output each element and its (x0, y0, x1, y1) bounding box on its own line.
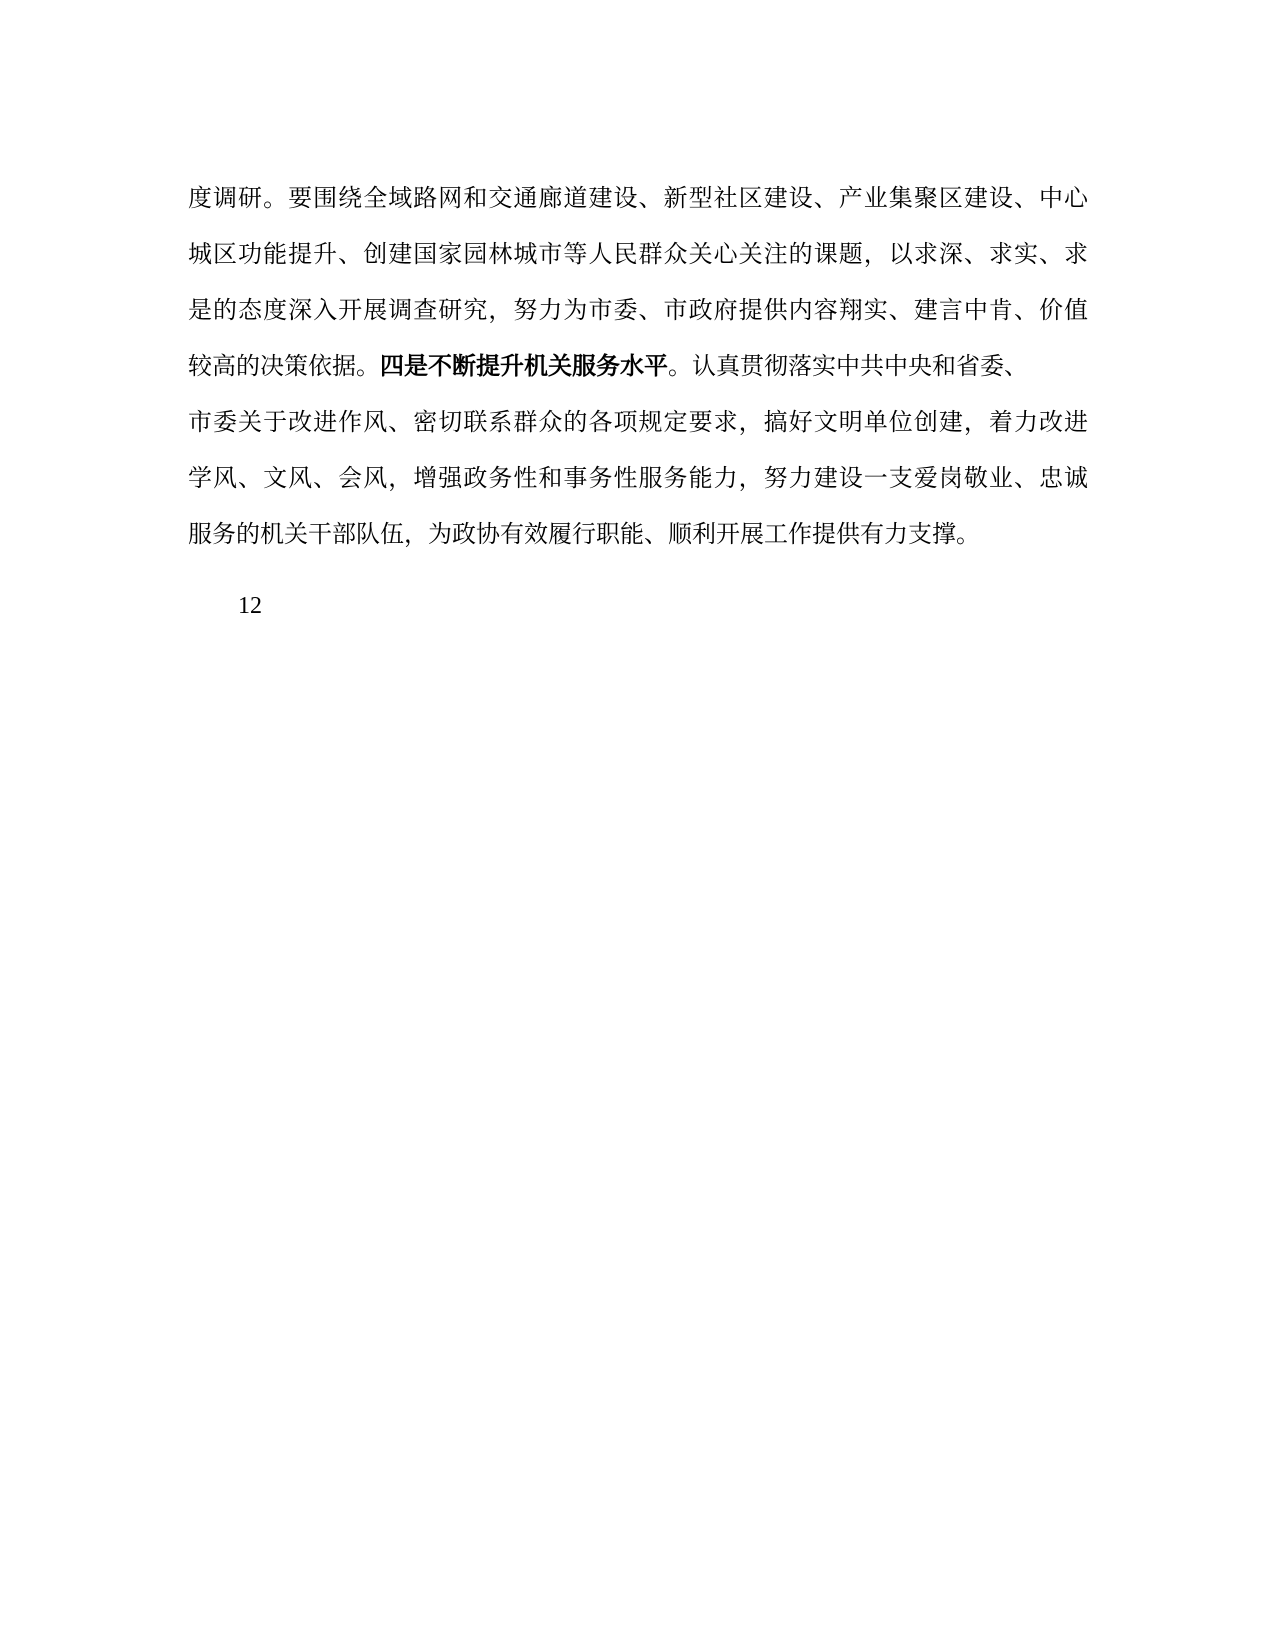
text-line-2: 城区功能提升、创建国家园林城市等人民群众关心关注的课题，以求深、求实、求 (188, 240, 1088, 268)
text-line-1: 度调研。要围绕全域路网和交通廊道建设、新型社区建设、产业集聚区建设、中心 (188, 184, 1088, 212)
text-line-6: 学风、文风、会风，增强政务性和事务性服务能力，努力建设一支爱岗敬业、忠诚 (188, 464, 1088, 492)
bold-heading-phrase: 四是不断提升机关服务水平 (380, 352, 668, 380)
text-line-3: 是的态度深入开展调查研究，努力为市委、市政府提供内容翔实、建言中肯、价值 (188, 296, 1088, 324)
body-paragraph (188, 170, 1088, 562)
text-line-4 (188, 338, 1088, 394)
text-line-7: 服务的机关干部队伍，为政协有效履行职能、顺利开展工作提供有力支撑。 (188, 520, 980, 548)
text-line-5: 市委关于改进作风、密切联系群众的各项规定要求，搞好文明单位创建，着力改进 (188, 408, 1088, 436)
text-line-4-end: 。认真贯彻落实中共中央和省委、 (668, 352, 1028, 380)
text-line-4-start: 较高的决策依据。 (188, 352, 380, 380)
page-number: 12 (238, 593, 262, 619)
